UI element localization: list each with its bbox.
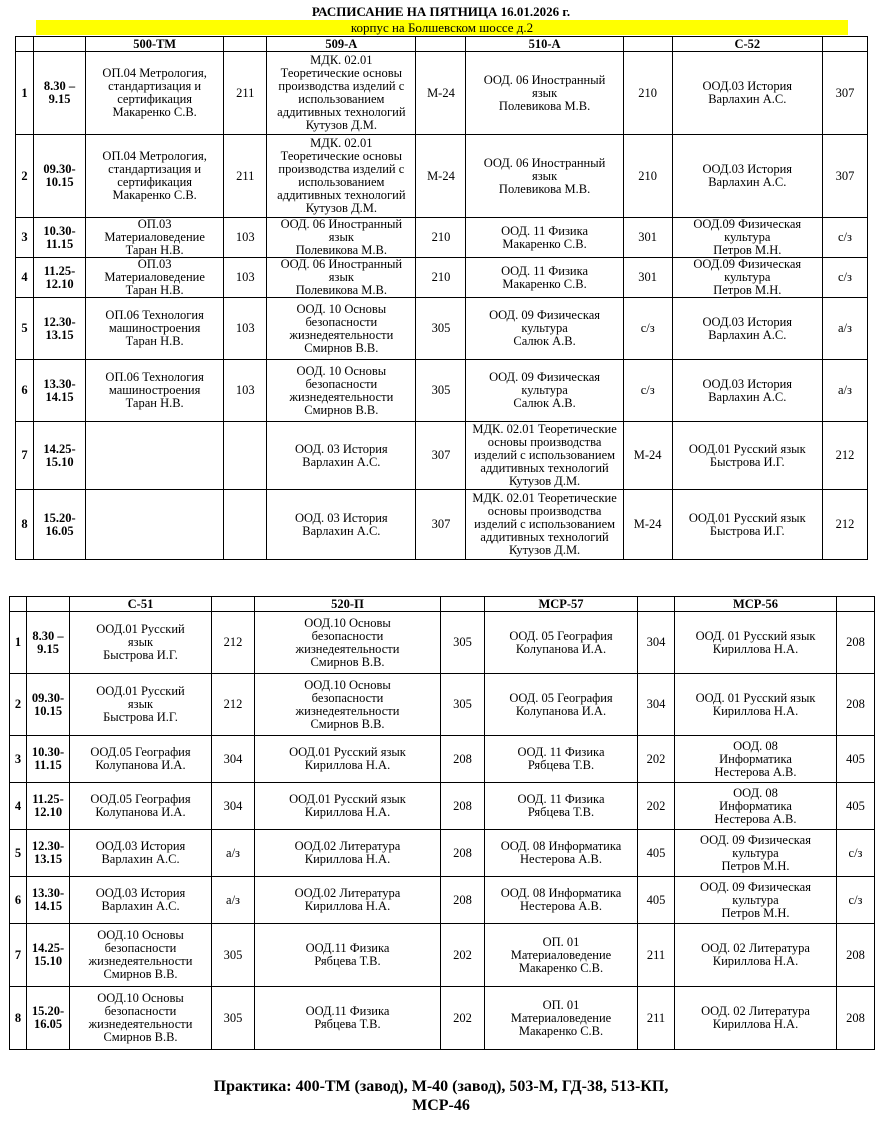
room-cell: 208	[837, 674, 875, 736]
subject-cell: ООД. 06 Иностранный язык Полевикова М.В.	[267, 258, 416, 298]
subject-cell: ОП.03 Материаловедение Таран Н.В.	[86, 258, 224, 298]
subject-cell: ООД. 11 Физика Рябцева Т.В.	[485, 783, 638, 830]
room-cell: 208	[441, 783, 485, 830]
room-cell: 212	[822, 490, 867, 560]
room-cell: 405	[837, 783, 875, 830]
room-cell: 304	[638, 674, 675, 736]
room-cell: М-24	[623, 422, 672, 490]
table-row	[16, 490, 868, 560]
lesson-number: 5	[10, 830, 27, 877]
lesson-time: 12.30- 13.15	[27, 830, 70, 877]
header-row	[16, 37, 868, 52]
room-cell: 202	[638, 783, 675, 830]
table-row	[10, 987, 875, 1050]
subject-cell: ООД. 09 Физическая культура Салюк А.В.	[466, 298, 623, 360]
subject-cell: ООД. 02 Литература Кириллова Н.А.	[675, 924, 837, 987]
room-cell	[224, 422, 267, 490]
room-cell: 208	[441, 736, 485, 783]
subject-cell: ООД.10 Основы безопасности жизнедеятельности Смирнов В.В.	[255, 612, 441, 674]
room-cell: М-24	[623, 490, 672, 560]
header-empty-cell	[16, 37, 34, 52]
table-row	[10, 924, 875, 987]
lesson-time: 15.20- 16.05	[27, 987, 70, 1050]
header-empty-cell	[34, 37, 86, 52]
subject-cell: МДК. 02.01 Теоретические основы производства изделий с использованием аддитивных технологий Кутузов Д.М.	[466, 422, 623, 490]
lesson-number: 1	[10, 612, 27, 674]
lesson-time: 09.30- 10.15	[34, 135, 86, 218]
room-cell: с/з	[623, 360, 672, 422]
room-cell: 212	[822, 422, 867, 490]
room-cell: 304	[638, 612, 675, 674]
room-cell: 305	[441, 674, 485, 736]
subject-cell: ООД.03 История Варлахин А.С.	[672, 298, 822, 360]
table-row	[10, 736, 875, 783]
lesson-number: 7	[10, 924, 27, 987]
room-cell: 202	[441, 924, 485, 987]
subject-cell: ОП.03 Материаловедение Таран Н.В.	[86, 218, 224, 258]
table-row	[10, 783, 875, 830]
subject-cell: ООД.11 Физика Рябцева Т.В.	[255, 924, 441, 987]
room-cell: 210	[623, 52, 672, 135]
subject-cell: ОП.04 Метрология, стандартизация и сертификация Макаренко С.В.	[86, 52, 224, 135]
header-empty-cell	[10, 597, 27, 612]
schedule-body-1	[16, 37, 868, 560]
room-cell: а/з	[212, 877, 255, 924]
group-header: 500-ТМ	[86, 37, 224, 52]
room-header	[638, 597, 675, 612]
group-header: 520-П	[255, 597, 441, 612]
subject-cell: ООД. 06 Иностранный язык Полевикова М.В.	[466, 52, 623, 135]
room-cell: 305	[441, 612, 485, 674]
subject-cell: ООД. 10 Основы безопасности жизнедеятельности Смирнов В.В.	[267, 298, 416, 360]
lesson-number: 8	[16, 490, 34, 560]
lesson-number: 3	[16, 218, 34, 258]
room-cell: 202	[441, 987, 485, 1050]
room-cell: 210	[416, 258, 466, 298]
subject-cell: МДК. 02.01 Теоретические основы производства изделий с использованием аддитивных технологий Кутузов Д.М.	[267, 135, 416, 218]
subject-cell: ООД. 09 Физическая культура Салюк А.В.	[466, 360, 623, 422]
room-cell: 305	[212, 924, 255, 987]
lesson-number: 7	[16, 422, 34, 490]
room-cell: 301	[623, 258, 672, 298]
lesson-number: 5	[16, 298, 34, 360]
subject-cell: МДК. 02.01 Теоретические основы производства изделий с использованием аддитивных технологий Кутузов Д.М.	[466, 490, 623, 560]
subject-cell: ООД.01 Русский язык Быстрова И.Г.	[672, 422, 822, 490]
room-cell: с/з	[822, 258, 867, 298]
room-cell: 211	[638, 924, 675, 987]
lesson-number: 2	[16, 135, 34, 218]
schedule-table-1	[15, 36, 868, 560]
subject-cell: ООД.03 История Варлахин А.С.	[70, 830, 212, 877]
lesson-number: 4	[10, 783, 27, 830]
practice-note: Практика: 400-ТМ (завод), М-40 (завод), 503-М, ГД-38, 513-КП, МСР-46	[213, 1078, 669, 1114]
room-cell: 307	[416, 490, 466, 560]
subject-cell: ООД. 03 История Варлахин А.С.	[267, 490, 416, 560]
subject-cell	[86, 490, 224, 560]
lesson-time: 8.30 – 9.15	[34, 52, 86, 135]
lesson-time: 8.30 – 9.15	[27, 612, 70, 674]
lesson-time: 10.30- 11.15	[34, 218, 86, 258]
subject-cell: ООД. 06 Иностранный язык Полевикова М.В.	[466, 135, 623, 218]
subject-cell: ООД. 11 Физика Макаренко С.В.	[466, 258, 623, 298]
subject-cell: ООД.10 Основы безопасности жизнедеятельности Смирнов В.В.	[70, 924, 212, 987]
subject-cell: ООД.01 Русский язык Быстрова И.Г.	[672, 490, 822, 560]
lesson-number: 1	[16, 52, 34, 135]
subject-cell: ООД.01 Русский язык Кириллова Н.А.	[255, 783, 441, 830]
lesson-number: 2	[10, 674, 27, 736]
subject-cell: ООД. 05 География Колупанова И.А.	[485, 612, 638, 674]
subject-cell: ООД. 09 Физическая культура Петров М.Н.	[675, 830, 837, 877]
subject-cell: ООД.03 История Варлахин А.С.	[672, 52, 822, 135]
subject-cell: ОП. 01 Материаловедение Макаренко С.В.	[485, 987, 638, 1050]
room-cell: а/з	[212, 830, 255, 877]
room-header	[623, 37, 672, 52]
subject-cell	[86, 422, 224, 490]
room-cell: 202	[638, 736, 675, 783]
lesson-time: 13.30- 14.15	[34, 360, 86, 422]
lesson-time: 13.30- 14.15	[27, 877, 70, 924]
room-cell: 211	[224, 135, 267, 218]
subject-cell: ООД. 05 География Колупанова И.А.	[485, 674, 638, 736]
subject-cell: ООД. 08 Информатика Нестерова А.В.	[675, 783, 837, 830]
subject-cell: ООД. 11 Физика Рябцева Т.В.	[485, 736, 638, 783]
subject-cell: ООД. 01 Русский язык Кириллова Н.А.	[675, 674, 837, 736]
table-row	[16, 422, 868, 490]
table-row	[10, 612, 875, 674]
subject-cell: ООД.09 Физическая культура Петров М.Н.	[672, 218, 822, 258]
group-header: С-51	[70, 597, 212, 612]
room-cell: с/з	[623, 298, 672, 360]
room-cell	[224, 490, 267, 560]
room-cell: 208	[837, 987, 875, 1050]
group-header: МСР-57	[485, 597, 638, 612]
group-header: МСР-56	[675, 597, 837, 612]
room-cell: с/з	[837, 830, 875, 877]
subject-cell: МДК. 02.01 Теоретические основы производства изделий с использованием аддитивных технологий Кутузов Д.М.	[267, 52, 416, 135]
header-empty-cell	[27, 597, 70, 612]
subject-cell: ООД.05 География Колупанова И.А.	[70, 736, 212, 783]
lesson-time: 11.25- 12.10	[27, 783, 70, 830]
lesson-time: 15.20- 16.05	[34, 490, 86, 560]
table-row	[16, 52, 868, 135]
subject-cell: ООД.03 История Варлахин А.С.	[70, 877, 212, 924]
subject-cell: ОП.06 Технология машиностроения Таран Н.В.	[86, 360, 224, 422]
room-cell: 405	[638, 830, 675, 877]
lesson-number: 4	[16, 258, 34, 298]
room-cell: 305	[212, 987, 255, 1050]
room-cell: 307	[822, 135, 867, 218]
schedule-body-2	[10, 597, 875, 1050]
subject-cell: ООД.01 Русский язык Кириллова Н.А.	[255, 736, 441, 783]
lesson-time: 11.25- 12.10	[34, 258, 86, 298]
room-cell: 211	[638, 987, 675, 1050]
room-cell: 405	[638, 877, 675, 924]
room-cell: 305	[416, 360, 466, 422]
subject-cell: ООД. 06 Иностранный язык Полевикова М.В.	[267, 218, 416, 258]
room-cell: 304	[212, 736, 255, 783]
lesson-number: 3	[10, 736, 27, 783]
subject-cell: ООД.03 История Варлахин А.С.	[672, 360, 822, 422]
group-header: 509-А	[267, 37, 416, 52]
room-cell: 210	[416, 218, 466, 258]
subject-cell: ООД.05 География Колупанова И.А.	[70, 783, 212, 830]
room-cell: 103	[224, 298, 267, 360]
lesson-number: 8	[10, 987, 27, 1050]
table-row	[16, 218, 868, 258]
lesson-number: 6	[16, 360, 34, 422]
table-row	[10, 674, 875, 736]
table-row	[10, 830, 875, 877]
table-row	[16, 360, 868, 422]
room-cell: 307	[822, 52, 867, 135]
room-cell: 103	[224, 258, 267, 298]
room-cell: 211	[224, 52, 267, 135]
subject-cell: ООД.10 Основы безопасности жизнедеятельности Смирнов В.В.	[255, 674, 441, 736]
subject-cell: ООД. 01 Русский язык Кириллова Н.А.	[675, 612, 837, 674]
subject-cell: ОП. 01 Материаловедение Макаренко С.В.	[485, 924, 638, 987]
room-header	[837, 597, 875, 612]
lesson-time: 09.30- 10.15	[27, 674, 70, 736]
room-header	[822, 37, 867, 52]
building-subtitle: корпус на Болшевском шоссе д.2	[36, 20, 848, 35]
room-cell: 210	[623, 135, 672, 218]
subject-cell: ОП.04 Метрология, стандартизация и сертификация Макаренко С.В.	[86, 135, 224, 218]
room-cell: а/з	[822, 360, 867, 422]
lesson-time: 14.25- 15.10	[34, 422, 86, 490]
subject-cell: ООД. 08 Информатика Нестерова А.В.	[485, 830, 638, 877]
subject-cell: ООД.01 Русский язык Быстрова И.Г.	[70, 612, 212, 674]
subject-cell: ООД. 09 Физическая культура Петров М.Н.	[675, 877, 837, 924]
subject-cell: ООД.03 История Варлахин А.С.	[672, 135, 822, 218]
header-row	[10, 597, 875, 612]
room-cell: М-24	[416, 52, 466, 135]
table-row	[10, 877, 875, 924]
table-row	[16, 258, 868, 298]
lesson-time: 10.30- 11.15	[27, 736, 70, 783]
room-cell: с/з	[837, 877, 875, 924]
lesson-time: 14.25- 15.10	[27, 924, 70, 987]
subject-cell: ООД.10 Основы безопасности жизнедеятельности Смирнов В.В.	[70, 987, 212, 1050]
room-cell: 208	[837, 612, 875, 674]
group-header: 510-А	[466, 37, 623, 52]
room-cell: а/з	[822, 298, 867, 360]
subject-cell: ООД. 11 Физика Макаренко С.В.	[466, 218, 623, 258]
room-header	[441, 597, 485, 612]
subject-cell: ООД. 08 Информатика Нестерова А.В.	[675, 736, 837, 783]
schedule-table-2	[9, 596, 875, 1050]
subject-cell: ООД. 02 Литература Кириллова Н.А.	[675, 987, 837, 1050]
room-header	[416, 37, 466, 52]
room-header	[212, 597, 255, 612]
subject-cell: ООД.02 Литература Кириллова Н.А.	[255, 877, 441, 924]
room-cell: 103	[224, 218, 267, 258]
subject-cell: ООД.02 Литература Кириллова Н.А.	[255, 830, 441, 877]
room-cell: 307	[416, 422, 466, 490]
room-cell: 304	[212, 783, 255, 830]
lesson-number: 6	[10, 877, 27, 924]
table-row	[16, 135, 868, 218]
lesson-time: 12.30- 13.15	[34, 298, 86, 360]
room-cell: 208	[441, 877, 485, 924]
room-cell: 208	[441, 830, 485, 877]
subject-cell: ООД. 08 Информатика Нестерова А.В.	[485, 877, 638, 924]
subject-cell: ООД. 10 Основы безопасности жизнедеятельности Смирнов В.В.	[267, 360, 416, 422]
room-cell: 305	[416, 298, 466, 360]
subject-cell: ООД.11 Физика Рябцева Т.В.	[255, 987, 441, 1050]
room-header	[224, 37, 267, 52]
subject-cell: ОП.06 Технология машиностроения Таран Н.В.	[86, 298, 224, 360]
subject-cell: ООД.01 Русский язык Быстрова И.Г.	[70, 674, 212, 736]
page-title: РАСПИСАНИЕ НА ПЯТНИЦА 16.01.2026 г.	[311, 4, 571, 19]
room-cell: 103	[224, 360, 267, 422]
room-cell: с/з	[822, 218, 867, 258]
room-cell: М-24	[416, 135, 466, 218]
table-row	[16, 298, 868, 360]
group-header: С-52	[672, 37, 822, 52]
room-cell: 208	[837, 924, 875, 987]
subject-cell: ООД. 03 История Варлахин А.С.	[267, 422, 416, 490]
room-cell: 301	[623, 218, 672, 258]
subject-cell: ООД.09 Физическая культура Петров М.Н.	[672, 258, 822, 298]
room-cell: 212	[212, 674, 255, 736]
room-cell: 212	[212, 612, 255, 674]
room-cell: 405	[837, 736, 875, 783]
